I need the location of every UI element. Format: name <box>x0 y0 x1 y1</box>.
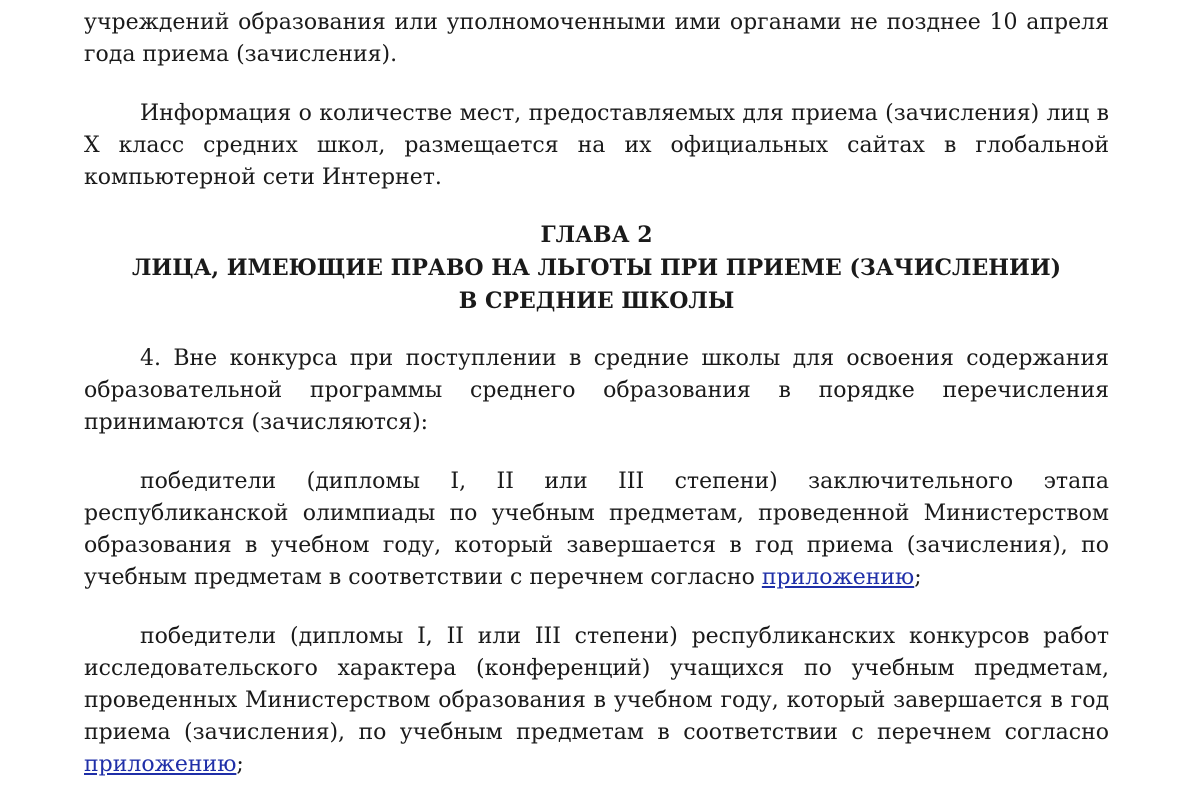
paragraph-research-winners-tail: ; <box>236 752 244 777</box>
paragraph-item-4-text: 4. Вне конкурса при поступлении в средние школы для освоения содержания образовательной программы среднего образования в порядке перечисления принимаются (зачисляются): <box>84 346 1109 435</box>
paragraph-olympiad-winners-text: победители (дипломы I, II или III степени) заключительного этапа республиканской олимпиады по учебным предметам, проведенной Министерством образования в учебном году, который завершается в год приема (зачисления), по учебным предметам в соответствии с перечнем согласно <box>84 469 1109 590</box>
paragraph-research-winners-text: победители (дипломы I, II или III степени) республиканских конкурсов работ исследовательского характера (конференций) учащихся по учебным предметам, проведенных Министерством образования в учебном году, который завершается в год приема (зачисления), по учебным предметам в соответствии с перечнем согласно <box>84 624 1109 745</box>
chapter-title-line-1: ЛИЦА, ИМЕЮЩИЕ ПРАВО НА ЛЬГОТЫ ПРИ ПРИЕМЕ (ЗАЧИСЛЕНИИ) <box>131 255 1062 281</box>
paragraph-places-info <box>84 98 1109 194</box>
paragraph-places-info-text: Информация о количестве мест, предоставляемых для приема (зачисления) лиц в X класс средних школ, размещается на их официальных сайтах в глобальной компьютерной сети Интернет. <box>84 101 1109 190</box>
appendix-link-2[interactable]: приложению <box>84 752 237 777</box>
paragraph-olympiad-winners-tail: ; <box>914 565 922 590</box>
appendix-link-1[interactable]: приложению <box>761 565 915 590</box>
paragraph-research-winners <box>84 621 1109 781</box>
chapter-title-line-2: В СРЕДНИЕ ШКОЛЫ <box>458 288 735 314</box>
paragraph-deadline-text: учреждений образования или уполномоченными ими органами не позднее 10 апреля года приема (зачисления). <box>84 10 1109 67</box>
chapter-number: ГЛАВА 2 <box>540 222 653 248</box>
paragraph-deadline <box>84 7 1109 71</box>
chapter-heading <box>84 219 1109 318</box>
paragraph-olympiad-winners <box>84 466 1109 594</box>
paragraph-item-4 <box>84 343 1109 439</box>
